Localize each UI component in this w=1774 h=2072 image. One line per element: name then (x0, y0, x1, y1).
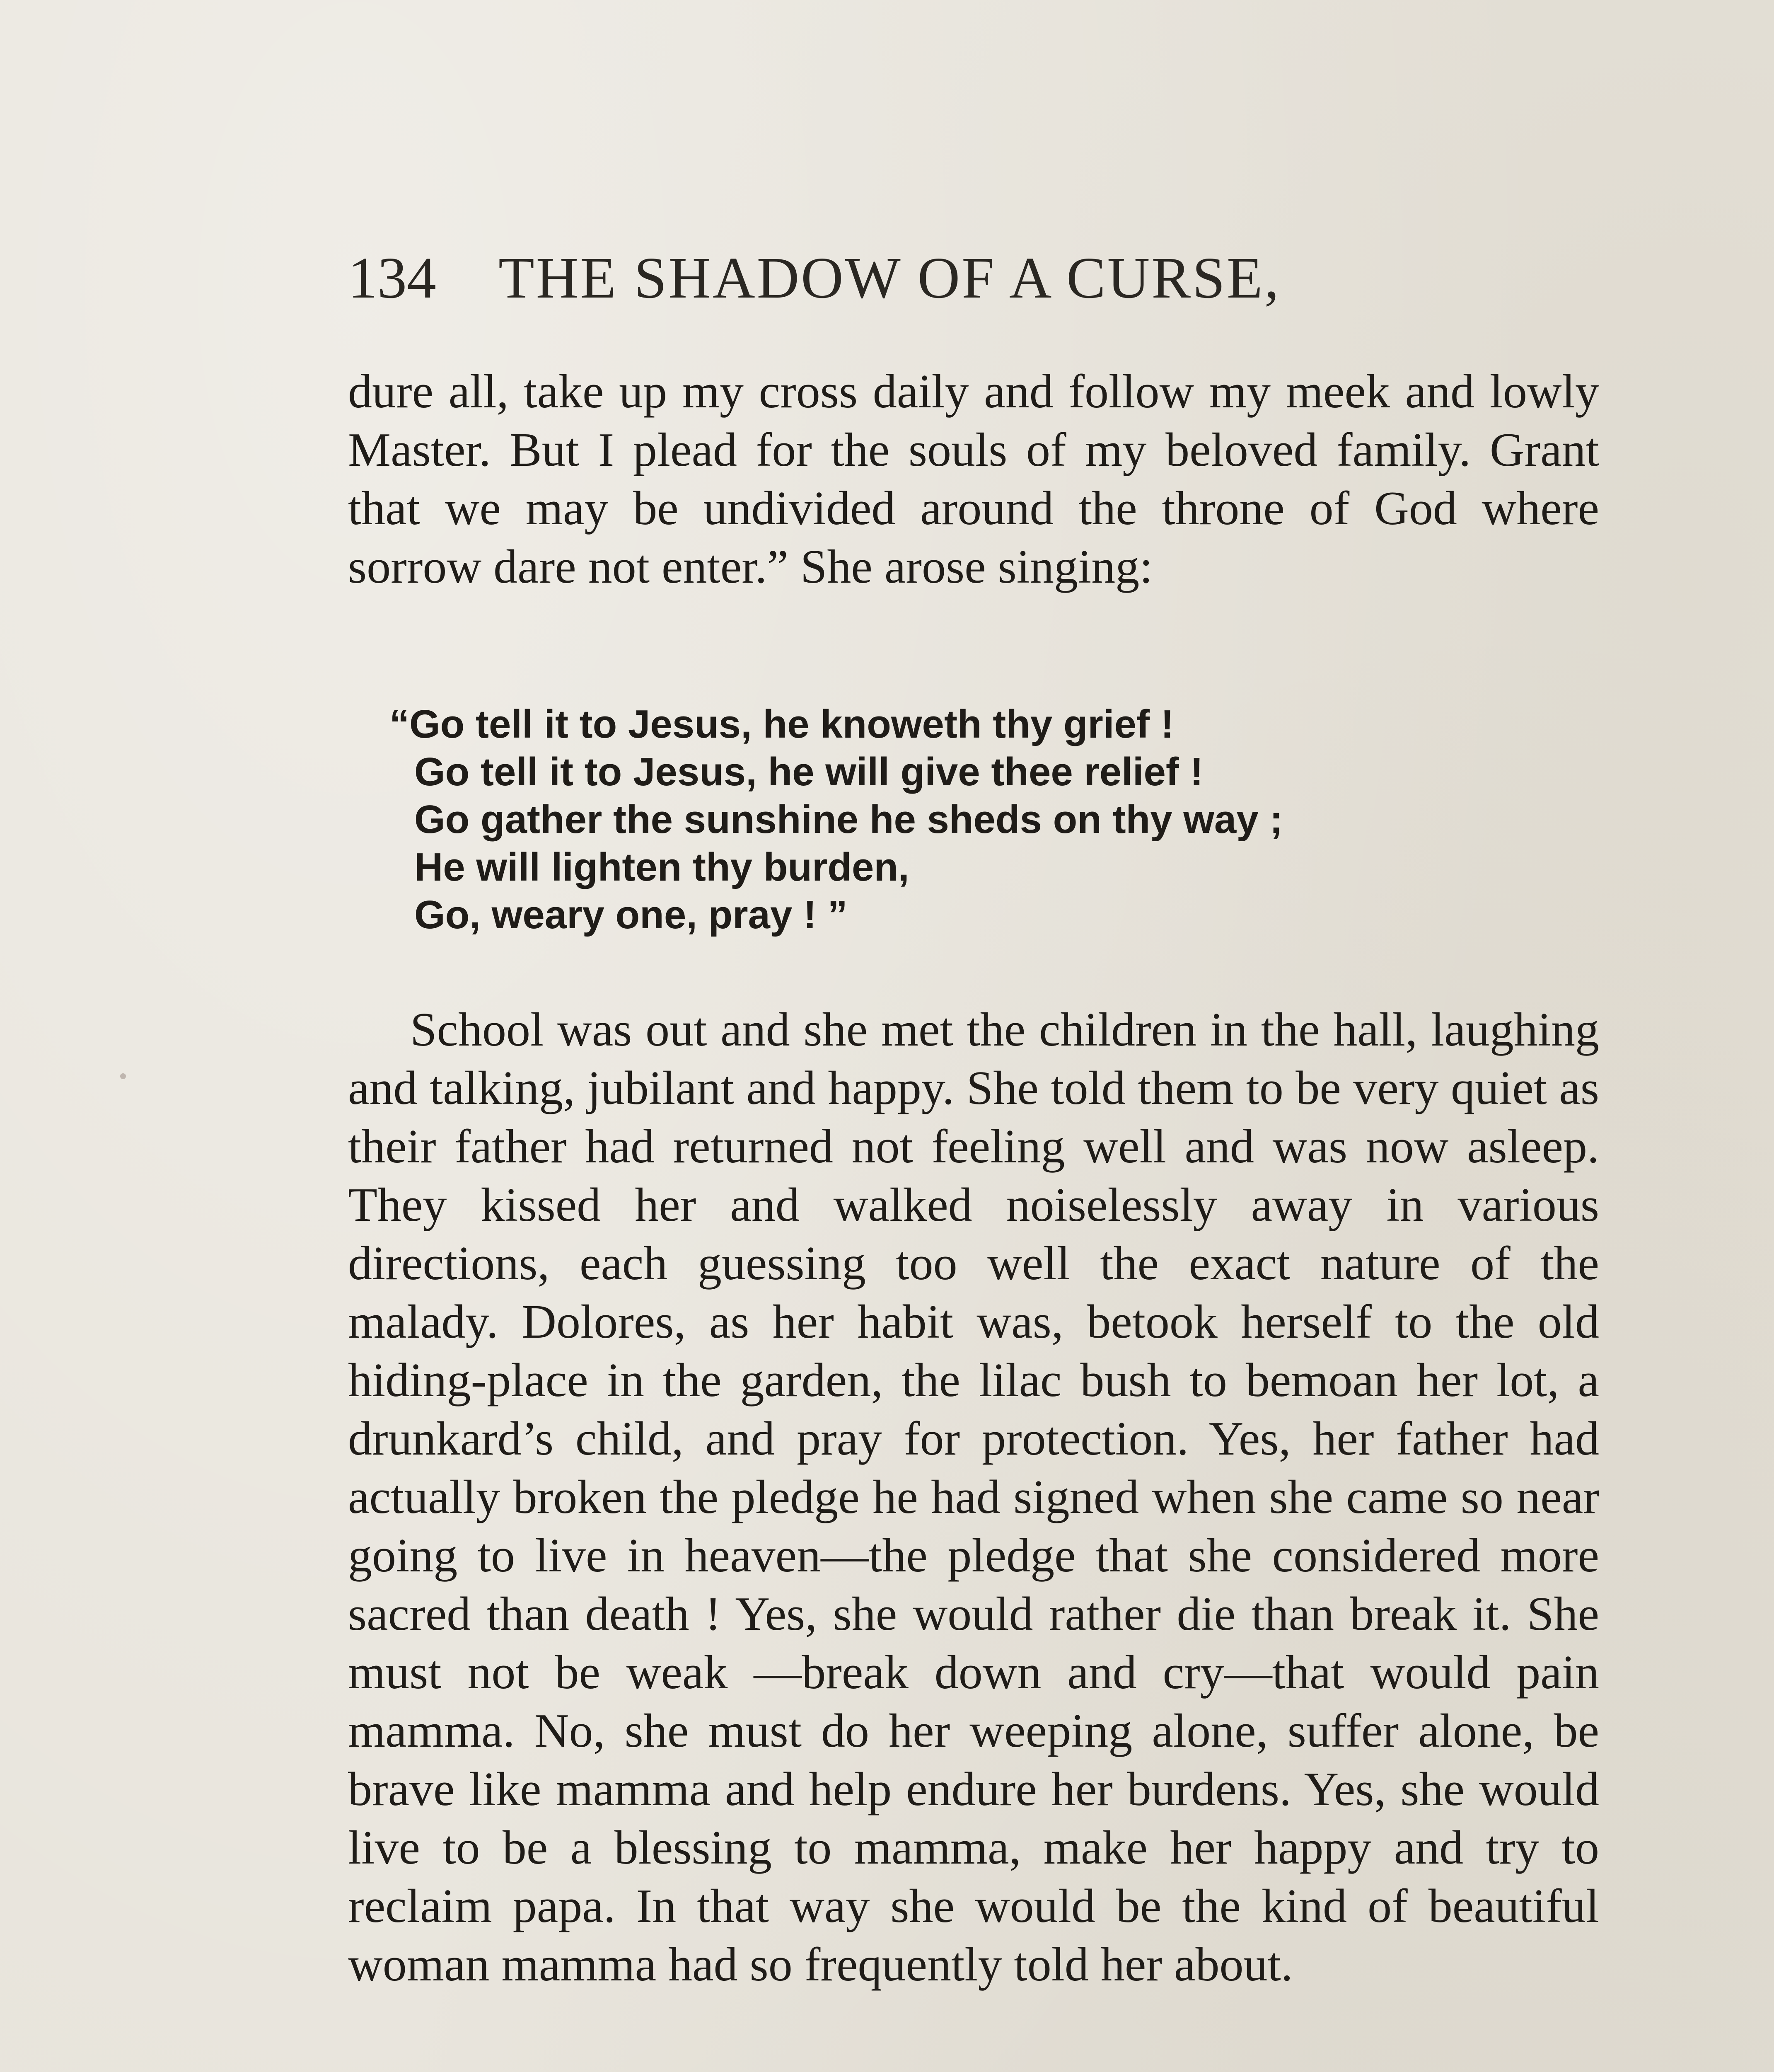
paragraph-school-out: School was out and she met the children in the hall, laughing and talking, jubilant and happy. She told them to be very quiet as their father had returned not feeling well and was now asleep. They kissed her and walked noiselessly away in various directions, each guessing too well the exact nature of the malady. Dolores, as her habit was, betook herself to the old hiding-place in the garden, the lilac bush to bemoan her lot, a drunkard’s child, and pray for protection. Yes, her father had actually broken the pledge he had signed when she came so near going to live in heaven—the pledge that she considered more sacred than death ! Yes, she would rather die than break it. She must not be weak —break down and cry—that would pain mamma. No, she must do her weeping alone, suffer alone, be brave like mamma and help endure her burdens. Yes, she would live to be a blessing to mamma, make her happy and try to reclaim papa. In that way she would be the kind of beautiful woman mamma had so frequently told her about. (348, 1003, 1599, 1991)
verse-line: Go, weary one, pray ! ” (414, 893, 848, 937)
verse-line: He will lighten thy burden, (414, 845, 909, 889)
page-number: 134 (348, 245, 436, 310)
paper-speck (120, 1073, 126, 1079)
verse-line: Go tell it to Jesus, he will give thee relief ! (414, 750, 1204, 794)
verse-line: Go gather the sunshine he sheds on thy way ; (414, 797, 1283, 842)
hymn-verse (389, 700, 1533, 939)
running-head-title: THE SHADOW OF A CURSE, (498, 245, 1281, 310)
paragraph-prayer-end: dure all, take up my cross daily and follow my meek and lowly Master. But I plead for the souls of my beloved family. Grant that we may be undivided around the throne of God where sorrow dare not enter.” She arose singing: (348, 365, 1599, 593)
verse-line: “Go tell it to Jesus, he knoweth thy grief ! (389, 702, 1174, 746)
running-head (348, 232, 1599, 323)
